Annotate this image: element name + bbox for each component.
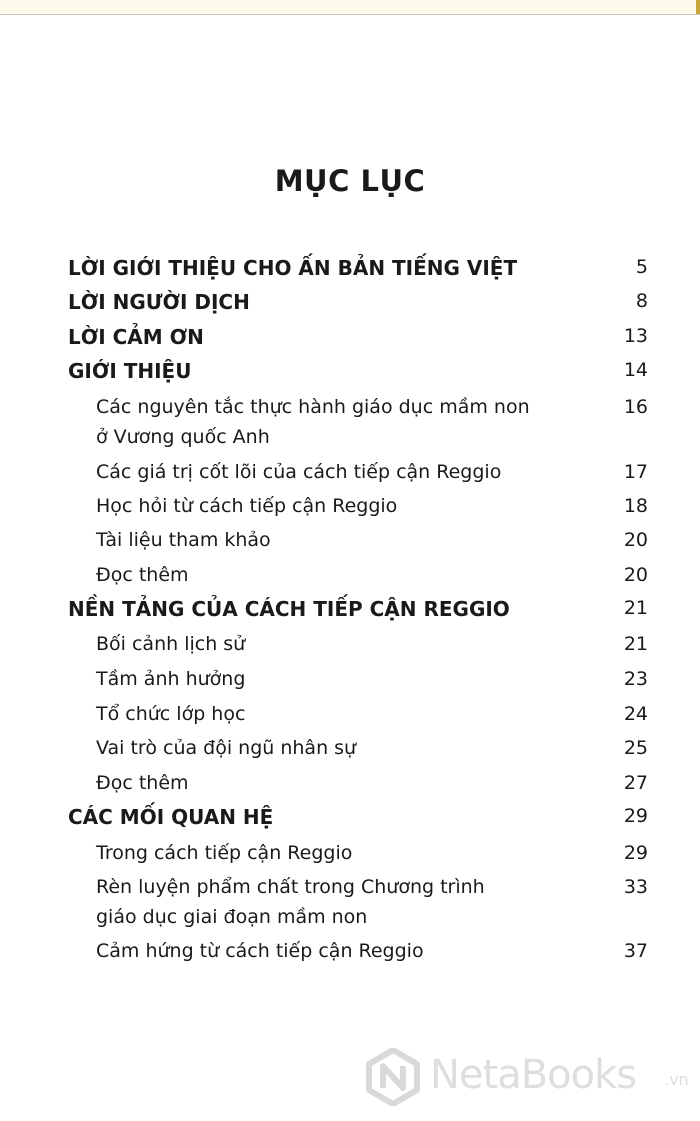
toc-entry-label-line2: ở Vương quốc Anh: [96, 426, 270, 448]
toc-entry-page: 29: [623, 805, 648, 827]
toc-entry-label-line2: giáo dục giai đoạn mầm non: [96, 906, 368, 928]
toc-entry-page: 23: [623, 668, 648, 690]
toc-entry-label: Các giá trị cốt lõi của cách tiếp cận Reggio: [96, 461, 502, 483]
toc-entry-page: 20: [623, 564, 648, 586]
toc-entry-label: Trong cách tiếp cận Reggio: [96, 842, 353, 864]
toc-entry-label: Học hỏi từ cách tiếp cận Reggio: [96, 495, 398, 517]
corner-mark: [696, 0, 700, 14]
watermark: [364, 1046, 694, 1106]
watermark-suffix: .vn: [664, 1070, 689, 1089]
toc-entry-page: 8: [635, 290, 648, 312]
toc-entry-page: 18: [623, 495, 648, 517]
toc-entry-label: Vai trò của đội ngũ nhân sự: [96, 737, 357, 759]
toc-entry-label: CÁC MỐI QUAN HỆ: [68, 805, 274, 829]
toc-entry-page: 13: [623, 325, 648, 347]
toc-entry-page: 29: [623, 842, 648, 864]
toc-entry-label-line1: Các nguyên tắc thực hành giáo dục mầm non: [96, 396, 530, 418]
toc-entry-page: 14: [623, 359, 648, 381]
toc-entry-label: LỜI NGƯỜI DỊCH: [68, 290, 250, 314]
toc-entry-label: LỜI CẢM ƠN: [68, 325, 204, 349]
toc-entry-page: 21: [623, 597, 648, 619]
toc-entry-label: NỀN TẢNG CỦA CÁCH TIẾP CẬN REGGIO: [68, 597, 510, 621]
toc-entry-page: 25: [623, 737, 648, 759]
toc-entry-page: 21: [623, 633, 648, 655]
toc-entry-page: 16: [623, 396, 648, 418]
toc-entry-page: 33: [623, 876, 648, 898]
page-top-border: [0, 0, 700, 15]
toc-entry-page: 24: [623, 703, 648, 725]
toc-entry-page: 37: [623, 940, 648, 962]
toc-entry-page: 27: [623, 772, 648, 794]
toc-entry-page: 5: [635, 256, 648, 278]
watermark-brand: NetaBooks: [430, 1052, 637, 1098]
toc-entry-page: 20: [623, 529, 648, 551]
toc-entry-page: 17: [623, 461, 648, 483]
netabooks-logo-icon: [364, 1048, 422, 1106]
toc-entry-label: Đọc thêm: [96, 564, 189, 586]
toc-entry-label: LỜI GIỚI THIỆU CHO ẤN BẢN TIẾNG VIỆT: [68, 256, 518, 280]
page-title: MỤC LỤC: [274, 164, 426, 198]
toc-entry-label: GIỚI THIỆU: [68, 359, 192, 383]
toc-entry-label: Tổ chức lớp học: [96, 703, 246, 725]
toc-entry-label: Tầm ảnh hưởng: [96, 668, 246, 690]
toc-entry-label: Tài liệu tham khảo: [96, 529, 271, 551]
toc-entry-label: Cảm hứng từ cách tiếp cận Reggio: [96, 940, 424, 962]
toc-entry-label-line1: Rèn luyện phẩm chất trong Chương trình: [96, 876, 485, 898]
toc-entry-label: Đọc thêm: [96, 772, 189, 794]
toc-entry-label: Bối cảnh lịch sử: [96, 633, 246, 655]
